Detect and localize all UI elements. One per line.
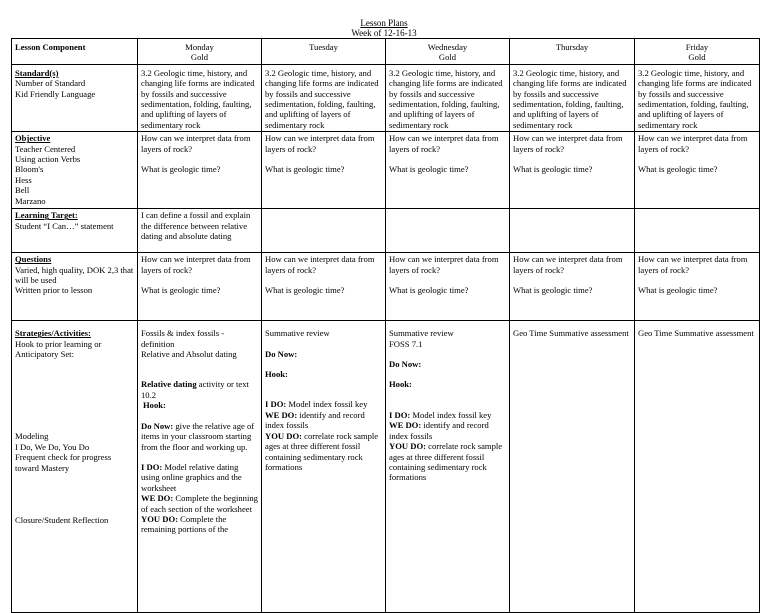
objective-question: What is geologic time? <box>638 164 718 175</box>
objective-cell-monday <box>138 132 262 209</box>
objective-cell-thursday <box>510 132 635 209</box>
row-sublabel: Teacher Centered <box>15 143 76 154</box>
day-label: Thursday <box>555 42 589 52</box>
questions-cell-wednesday <box>386 253 510 321</box>
objective-cell-wednesday <box>386 132 510 209</box>
day-label: Wednesday <box>427 42 468 52</box>
row-sublabel: Marzano <box>15 195 46 206</box>
standards-cell-wednesday: 3.2 Geologic time, history, and changing life forms are indicated by fossils and successive sedimentation, folding, faulting, and uplifting of layers of sedimentary rock <box>386 64 510 131</box>
learning-target-cell-monday: I can define a fossil and explain the difference between relative dating and absolute dating <box>138 209 262 253</box>
objective-cell-tuesday <box>262 132 386 209</box>
column-header-component: Lesson Component <box>12 39 138 65</box>
strategy-line: Hook: <box>143 400 166 411</box>
strategy-line: Geo Time Summative assessment <box>513 328 629 339</box>
learning-target-cell-friday <box>635 209 760 253</box>
questions-row <box>12 253 760 321</box>
standards-cell-thursday: 3.2 Geologic time, history, and changing life forms are indicated by fossils and successive sedimentation, folding, faulting, and uplifting of layers of sedimentary rock <box>510 64 635 131</box>
objective-label-cell <box>12 132 138 209</box>
learning-target-cell-wednesday <box>386 209 510 253</box>
question-text: How can we interpret data from layers of rock? <box>265 254 375 275</box>
objective-question: How can we interpret data from layers of rock? <box>265 133 375 154</box>
row-sublabel: Closure/Student Reflection <box>15 515 109 526</box>
strategy-line: Relative and Absolut dating <box>141 349 237 360</box>
row-sublabel: Hess <box>15 174 32 185</box>
row-sublabel: Bell <box>15 185 30 196</box>
standards-cell-tuesday: 3.2 Geologic time, history, and changing life forms are indicated by fossils and successive sedimentation, folding, faulting, and uplifting of layers of sedimentary rock <box>262 64 386 131</box>
questions-cell-thursday <box>510 253 635 321</box>
question-text: How can we interpret data from layers of rock? <box>513 254 623 275</box>
row-sublabel: Hook to prior learning or Anticipatory Set: <box>15 338 102 360</box>
day-label: Friday <box>685 42 709 52</box>
day-label: Tuesday <box>309 42 338 52</box>
row-label: Objective <box>15 133 51 144</box>
row-sublabel: Written prior to lesson <box>15 285 93 296</box>
row-sublabel: Student “I Can…” statement <box>15 220 114 231</box>
standards-row <box>12 64 760 131</box>
learning-target-cell-tuesday <box>262 209 386 253</box>
strategy-line: YOU DO: correlate rock sample ages at three different fossil containing sedimentary rock formations <box>265 430 379 472</box>
column-header-friday <box>635 39 760 65</box>
objective-question: What is geologic time? <box>141 164 221 175</box>
row-label: Strategies/Activities: <box>15 328 91 339</box>
question-text: How can we interpret data from layers of rock? <box>141 254 251 275</box>
page-subtitle: Week of 12-16-13 <box>351 28 417 38</box>
row-sublabel: Kid Friendly Language <box>15 88 96 99</box>
standards-cell-friday: 3.2 Geologic time, history, and changing life forms are indicated by fossils and successive sedimentation, folding, faulting, and uplifting of layers of sedimentary rock <box>635 64 760 131</box>
strategy-line: Hook: <box>265 369 288 380</box>
strategies-cell-monday <box>138 321 262 613</box>
strategies-row <box>12 321 760 613</box>
strategies-cell-wednesday <box>386 321 510 613</box>
strategy-line: WE DO: identify and record index fossils <box>265 409 365 431</box>
questions-cell-monday <box>138 253 262 321</box>
strategy-line: YOU DO: Complete the remaining portions of the <box>141 513 229 535</box>
question-text: What is geologic time? <box>141 285 221 296</box>
row-sublabel: Modeling <box>15 431 49 442</box>
objective-question: How can we interpret data from layers of rock? <box>389 133 499 154</box>
objective-question: What is geologic time? <box>513 164 593 175</box>
page-title: Lesson Plans <box>360 18 408 28</box>
row-label: Learning Target: <box>15 210 78 221</box>
strategies-label-cell <box>12 321 138 613</box>
strategy-line: Hook: <box>389 379 412 390</box>
row-label: Questions <box>15 254 52 265</box>
header-row <box>12 39 760 65</box>
strategy-line: Fossils & index fossils - definition <box>141 328 225 349</box>
strategy-line: I DO: Model index fossil key <box>389 409 492 420</box>
column-header-thursday <box>510 39 635 65</box>
standards-cell-monday: 3.2 Geologic time, history, and changing life forms are indicated by fossils and successive sedimentation, folding, faulting, and uplifting of layers of sedimentary rock <box>138 64 262 131</box>
strategy-line: Summative review <box>389 328 454 339</box>
learning-target-row <box>12 209 760 253</box>
row-sublabel: Number of Standard <box>15 78 86 89</box>
lesson-plan-table <box>11 38 760 613</box>
strategies-cell-friday <box>635 321 760 613</box>
objective-question: How can we interpret data from layers of rock? <box>513 133 623 154</box>
strategy-line: YOU DO: correlate rock sample ages at three different fossil containing sedimentary rock formations <box>389 441 503 483</box>
objective-question: What is geologic time? <box>389 164 469 175</box>
questions-label-cell <box>12 253 138 321</box>
row-sublabel: I Do, We Do, You Do <box>15 441 90 452</box>
question-text: What is geologic time? <box>265 285 345 296</box>
questions-cell-tuesday <box>262 253 386 321</box>
strategy-line: WE DO: Complete the beginning of each section of the worksheet <box>141 493 258 514</box>
standards-label-cell <box>12 64 138 131</box>
strategy-line: Do Now: give the relative age of items in your classroom starting from the floor and working up. <box>141 420 255 452</box>
strategy-line: Relative dating activity or text 10.2 <box>141 379 249 400</box>
group-label: Gold <box>688 52 706 63</box>
strategy-line: I DO: Model relative dating using online graphics and the worksheet <box>141 461 242 493</box>
group-label: Gold <box>190 52 209 63</box>
learning-target-cell-thursday <box>510 209 635 253</box>
group-label: Gold <box>438 52 457 63</box>
question-text: What is geologic time? <box>638 285 718 296</box>
row-label: Standard(s) <box>15 67 59 78</box>
strategy-line: I DO: Model index fossil key <box>265 399 368 410</box>
strategy-line: Do Now: <box>389 359 422 370</box>
column-header-monday <box>138 39 262 65</box>
row-sublabel: Frequent check for progress toward Mastery <box>15 452 112 473</box>
objective-question: What is geologic time? <box>265 164 345 175</box>
question-text: How can we interpret data from layers of rock? <box>638 254 748 275</box>
strategies-cell-tuesday <box>262 321 386 613</box>
strategy-line: Geo Time Summative assessment <box>638 328 754 339</box>
objective-row <box>12 132 760 209</box>
strategy-line: FOSS 7.1 <box>389 338 423 349</box>
question-text: What is geologic time? <box>389 285 469 296</box>
strategy-line: Summative review <box>265 328 330 339</box>
questions-cell-friday <box>635 253 760 321</box>
column-header-tuesday <box>262 39 386 65</box>
column-header-wednesday <box>386 39 510 65</box>
strategy-line: Do Now: <box>265 348 298 359</box>
question-text: How can we interpret data from layers of rock? <box>389 254 499 275</box>
day-label: Monday <box>185 42 214 52</box>
strategies-cell-thursday <box>510 321 635 613</box>
learning-target-label-cell <box>12 209 138 253</box>
row-sublabel: Varied, high quality, DOK 2,3 that will be used <box>15 264 134 286</box>
row-sublabel: Bloom's <box>15 164 44 175</box>
objective-question: How can we interpret data from layers of rock? <box>141 133 251 154</box>
objective-cell-friday <box>635 132 760 209</box>
strategy-line: WE DO: identify and record index fossils <box>389 420 489 441</box>
objective-question: How can we interpret data from layers of rock? <box>638 133 748 154</box>
row-sublabel: Using action Verbs <box>15 154 81 165</box>
question-text: What is geologic time? <box>513 285 593 296</box>
